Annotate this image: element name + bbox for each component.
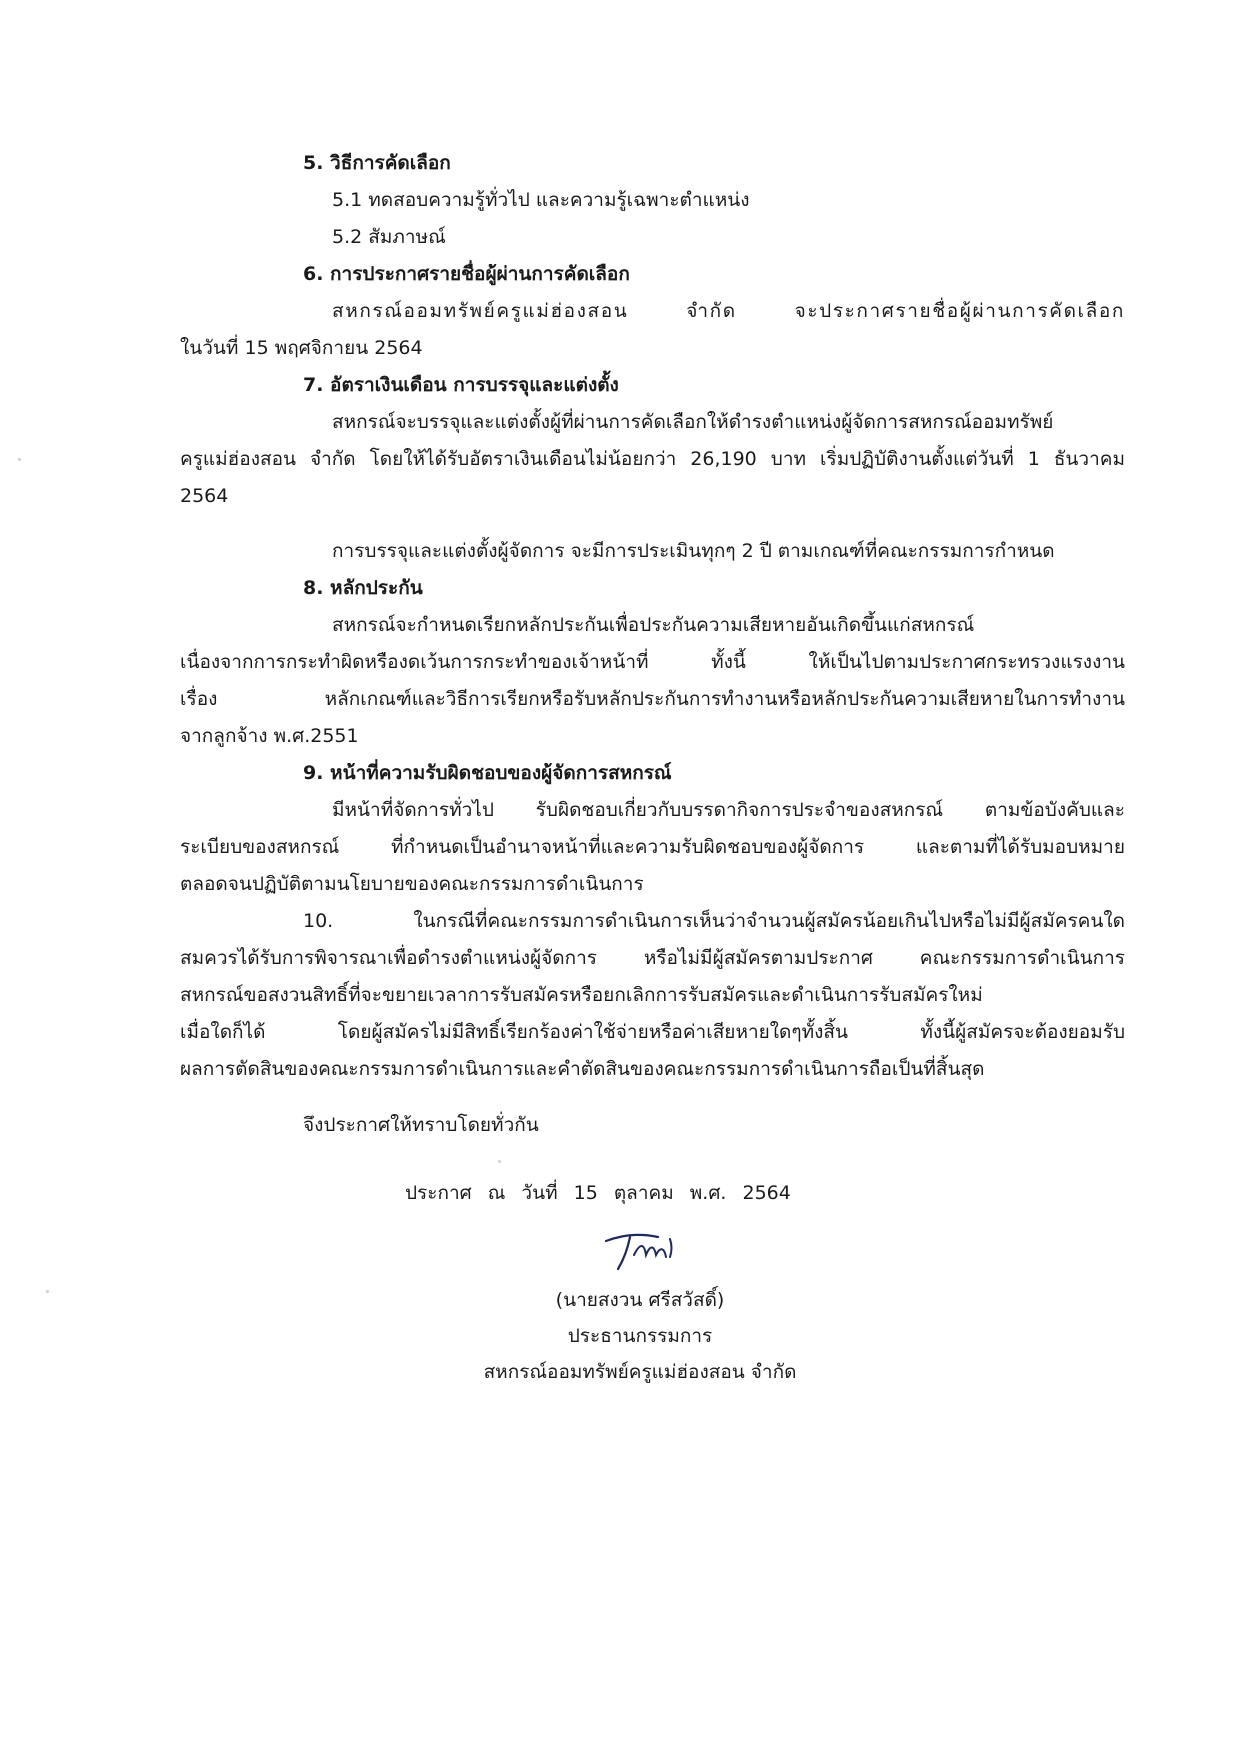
announcement-date: ประกาศ ณ วันที่ 15 ตุลาคม พ.ศ. 2564 xyxy=(405,1182,791,1204)
signatory-organization: สหกรณ์ออมทรัพย์ครูแม่ฮ่องสอน จำกัด xyxy=(483,1361,797,1383)
section-8-line-1: สหกรณ์จะกำหนดเรียกหลักประกันเพื่อประกันความเสียหายอันเกิดขึ้นแก่สหกรณ์ xyxy=(332,614,975,636)
section-9-line-1: มีหน้าที่จัดการทั่วไป รับผิดชอบเกี่ยวกับบรรดากิจการประจำของสหกรณ์ ตามข้อบังคับและ xyxy=(332,799,1125,821)
signature-mark xyxy=(600,1225,690,1285)
signatory-position: ประธานกรรมการ xyxy=(567,1325,713,1347)
section-10-line-2: สมควรได้รับการพิจารณาเพื่อดำรงตำแหน่งผู้จัดการ หรือไม่มีผู้สมัครตามประกาศ คณะกรรมการดำเนินการ xyxy=(180,947,1125,969)
section-7-heading: 7. อัตราเงินเดือน การบรรจุและแต่งตั้ง xyxy=(303,374,619,396)
scan-speck xyxy=(46,1290,49,1293)
section-10-line-5: ผลการตัดสินของคณะกรรมการดำเนินการและคำตัดสินของคณะกรรมการดำเนินการถือเป็นที่สิ้นสุด xyxy=(180,1058,985,1080)
closing-announcement: จึงประกาศให้ทราบโดยทั่วกัน xyxy=(303,1114,539,1136)
section-10-line-1: 10. ในกรณีที่คณะกรรมการดำเนินการเห็นว่าจำนวนผู้สมัครน้อยเกินไปหรือไม่มีผู้สมัครคนใด xyxy=(303,910,1125,932)
section-5-item-1: 5.1 ทดสอบความรู้ทั่วไป และความรู้เฉพาะตำแหน่ง xyxy=(332,189,750,211)
section-8-line-2: เนื่องจากการกระทำผิดหรืองดเว้นการกระทำของเจ้าหน้าที่ ทั้งนี้ ให้เป็นไปตามประกาศกระทรวงแรงงาน xyxy=(180,651,1125,673)
section-6-heading: 6. การประกาศรายชื่อผู้ผ่านการคัดเลือก xyxy=(303,263,630,285)
paragraph-gap xyxy=(180,518,1125,536)
section-10-line-3: สหกรณ์ขอสงวนสิทธิ์ที่จะขยายเวลาการรับสมัครหรือยกเลิกการรับสมัครและดำเนินการรับสมัครใหม่ xyxy=(180,984,983,1006)
document-body xyxy=(180,148,1125,1091)
section-7-line-3: 2564 xyxy=(180,485,229,507)
section-7-line-2: ครูแม่ฮ่องสอน จำกัด โดยให้ได้รับอัตราเงินเดือนไม่น้อยกว่า 26,190 บาท เริ่มปฏิบัติงานตั้งแต่วันที่ 1 ธันวาคม xyxy=(180,448,1125,470)
section-5-item-2: 5.2 สัมภาษณ์ xyxy=(332,226,446,248)
section-9-line-2: ระเบียบของสหกรณ์ ที่กำหนดเป็นอำนาจหน้าที่และความรับผิดชอบของผู้จัดการ และตามที่ได้รับมอบหมาย xyxy=(180,836,1125,858)
section-9-line-3: ตลอดจนปฏิบัติตามนโยบายของคณะกรรมการดำเนินการ xyxy=(180,873,644,895)
section-6-line-1: สหกรณ์ออมทรัพย์ครูแม่ฮ่องสอน จำกัด จะประกาศรายชื่อผู้ผ่านการคัดเลือก xyxy=(332,300,1125,322)
section-6-line-2: ในวันที่ 15 พฤศจิกายน 2564 xyxy=(180,337,423,359)
section-5-heading: 5. วิธีการคัดเลือก xyxy=(303,152,451,174)
section-7-line-1: สหกรณ์จะบรรจุและแต่งตั้งผู้ที่ผ่านการคัดเลือกให้ดำรงตำแหน่งผู้จัดการสหกรณ์ออมทรัพย์ xyxy=(332,411,1054,433)
section-7-line-4: การบรรจุและแต่งตั้งผู้จัดการ จะมีการประเมินทุกๆ 2 ปี ตามเกณฑ์ที่คณะกรรมการกำหนด xyxy=(332,540,1055,562)
section-8-line-3: เรื่อง หลักเกณฑ์และวิธีการเรียกหรือรับหลักประกันการทำงานหรือหลักประกันความเสียหายในการทำงาน xyxy=(180,688,1125,710)
section-8-line-4: จากลูกจ้าง พ.ศ.2551 xyxy=(180,725,359,747)
signatory-name: (นายสงวน ศรีสวัสดิ์) xyxy=(555,1289,725,1311)
signature-block xyxy=(430,1282,850,1390)
scan-speck xyxy=(498,1160,501,1163)
section-8-heading: 8. หลักประกัน xyxy=(303,577,423,599)
section-9-heading: 9. หน้าที่ความรับผิดชอบของผู้จัดการสหกรณ์ xyxy=(303,762,672,784)
scan-speck xyxy=(18,458,21,461)
section-10-line-4: เมื่อใดก็ได้ โดยผู้สมัครไม่มีสิทธิ์เรียกร้องค่าใช้จ่ายหรือค่าเสียหายใดๆทั้งสิ้น ทั้งนี้ผู้สมัครจะต้องยอมรับ xyxy=(180,1021,1125,1043)
